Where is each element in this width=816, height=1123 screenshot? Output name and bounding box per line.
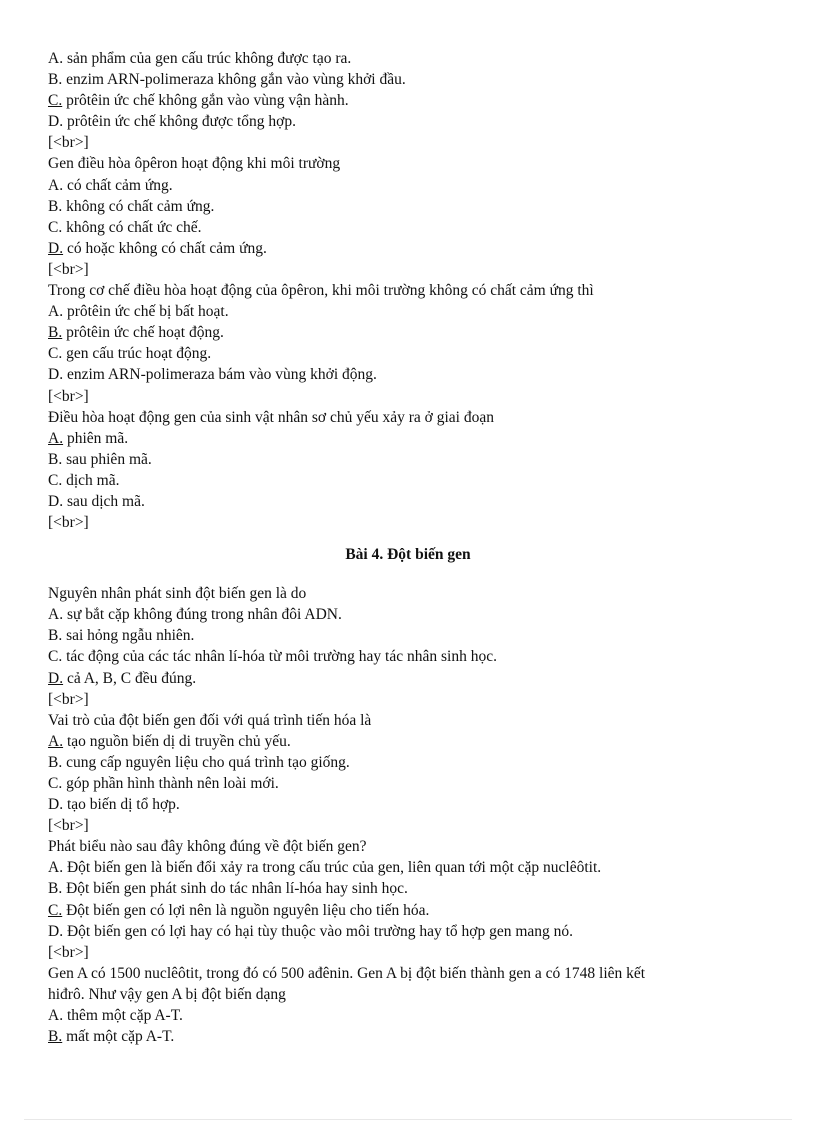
separator: [<br>]	[48, 260, 89, 278]
option-text: cả A, B, C đều đúng.	[63, 669, 197, 687]
option-letter: C.	[48, 218, 63, 236]
separator: [<br>]	[48, 387, 89, 405]
option-letter: C.	[48, 775, 63, 792]
option-d	[48, 111, 768, 132]
option-letter: B.	[48, 450, 63, 468]
question-text: Gen điều hòa ôpêron hoạt động khi môi trường	[48, 155, 341, 173]
separator: [<br>]	[48, 690, 89, 708]
option-letter: B.	[48, 880, 63, 898]
option-text: thêm một cặp A-T.	[63, 1007, 183, 1025]
option-c	[48, 343, 768, 364]
correct-answer-letter: C.	[48, 901, 63, 919]
option-a	[48, 48, 768, 69]
option-text: sau dịch mã.	[63, 492, 145, 510]
option-c	[48, 90, 768, 111]
option-letter: D.	[48, 922, 64, 940]
option-text: Đột biến gen có lợi hay có hại tùy thuộc vào môi trường hay tổ hợp gen mang nó.	[63, 922, 574, 940]
correct-answer-letter: A.	[48, 429, 64, 447]
option-b	[48, 322, 768, 343]
question-text: Nguyên nhân phát sinh đột biến gen là do	[48, 585, 307, 603]
option-text: có hoặc không có chất cảm ứng.	[63, 239, 267, 257]
question-text-line-1: Gen A có 1500 nuclêôtit, trong đó có 500 ađênin. Gen A bị đột biến thành gen a có 1748 liên kết	[48, 964, 646, 982]
option-text: sản phẩm của gen cấu trúc không được tạo ra.	[63, 50, 352, 67]
option-text: góp phần hình thành nên loài mới.	[62, 775, 279, 792]
option-text: cung cấp nguyên liệu cho quá trình tạo giống.	[62, 753, 350, 771]
question-text: Vai trò của đột biến gen đối với quá trình tiến hóa là	[48, 711, 372, 729]
option-c	[48, 217, 768, 238]
separator: [<br>]	[48, 514, 89, 532]
option-b	[48, 625, 768, 646]
option-text: tạo biến dị tổ hợp.	[63, 796, 180, 814]
option-text: không có chất ức chế.	[62, 218, 202, 236]
option-letter: D.	[48, 113, 64, 131]
option-d	[48, 364, 768, 385]
option-text: prôtêin ức chế không gắn vào vùng vận hành.	[62, 92, 349, 110]
question-text: Điều hòa hoạt động gen của sinh vật nhân sơ chủ yếu xảy ra ở giai đoạn	[48, 408, 494, 426]
option-a	[48, 857, 768, 878]
page-bottom-divider	[24, 1119, 792, 1120]
correct-answer-letter: B.	[48, 1028, 63, 1046]
option-a	[48, 731, 768, 752]
option-text: gen cấu trúc hoạt động.	[62, 345, 212, 363]
document-page	[48, 48, 768, 1047]
option-letter: B.	[48, 753, 63, 771]
option-b	[48, 449, 768, 470]
option-text: prôtêin ức chế hoạt động.	[62, 324, 224, 342]
option-a	[48, 301, 768, 322]
option-letter: C.	[48, 471, 63, 489]
correct-answer-letter: A.	[48, 732, 64, 750]
question-text-line-2: hiđrô. Như vậy gen A bị đột biến dạng	[48, 985, 286, 1003]
option-d	[48, 238, 768, 259]
separator: [<br>]	[48, 943, 89, 961]
option-letter: A.	[48, 303, 64, 321]
option-c	[48, 470, 768, 491]
option-c	[48, 646, 768, 667]
option-b	[48, 196, 768, 217]
option-b	[48, 69, 768, 90]
option-text: enzim ARN-polimeraza không gắn vào vùng khởi đầu.	[62, 71, 406, 89]
option-text: có chất cảm ứng.	[63, 176, 173, 194]
option-b	[48, 752, 768, 773]
option-text: tác động của các tác nhân lí-hóa từ môi trường hay tác nhân sinh học.	[62, 648, 497, 666]
option-letter: D.	[48, 366, 64, 384]
option-letter: D.	[48, 492, 64, 510]
option-text: không có chất cảm ứng.	[62, 197, 215, 215]
option-a	[48, 428, 768, 449]
correct-answer-letter: C.	[48, 92, 63, 110]
option-letter: A.	[48, 50, 64, 67]
correct-answer-letter: B.	[48, 324, 63, 342]
option-a	[48, 604, 768, 625]
option-c	[48, 900, 768, 921]
correct-answer-letter: D.	[48, 669, 64, 687]
option-c	[48, 773, 768, 794]
option-text: sự bắt cặp không đúng trong nhân đôi ADN.	[63, 606, 342, 624]
option-text: Đột biến gen có lợi nên là nguồn nguyên liệu cho tiến hóa.	[62, 901, 430, 919]
separator: [<br>]	[48, 134, 89, 152]
option-letter: B.	[48, 197, 63, 215]
option-text: prôtêin ức chế bị bất hoạt.	[63, 303, 229, 321]
option-letter: D.	[48, 796, 64, 814]
section-heading: Bài 4. Đột biến gen	[345, 546, 471, 564]
option-letter: C.	[48, 345, 63, 363]
option-d	[48, 668, 768, 689]
option-letter: A.	[48, 1007, 64, 1025]
option-letter: A.	[48, 606, 64, 624]
option-text: Đột biến gen là biến đổi xảy ra trong cấu trúc của gen, liên quan tới một cặp nuclêôtit.	[63, 859, 602, 877]
option-a	[48, 1005, 768, 1026]
separator: [<br>]	[48, 817, 89, 835]
option-b	[48, 878, 768, 899]
option-text: prôtêin ức chế không được tổng hợp.	[63, 113, 297, 131]
question-text: Trong cơ chế điều hòa hoạt động của ôpêron, khi môi trường không có chất cảm ứng thì	[48, 282, 594, 300]
option-letter: A.	[48, 859, 64, 877]
option-b	[48, 1026, 768, 1047]
option-text: sau phiên mã.	[62, 450, 152, 468]
option-letter: C.	[48, 648, 63, 666]
correct-answer-letter: D.	[48, 239, 64, 257]
option-text: enzim ARN-polimeraza bám vào vùng khởi động.	[63, 366, 377, 384]
option-d	[48, 921, 768, 942]
option-text: mất một cặp A-T.	[62, 1028, 175, 1046]
question-text: Phát biểu nào sau đây không đúng về đột biến gen?	[48, 838, 367, 856]
option-d	[48, 491, 768, 512]
option-text: dịch mã.	[62, 471, 120, 489]
option-letter: B.	[48, 627, 63, 645]
option-text: phiên mã.	[63, 429, 129, 447]
option-text: sai hỏng ngẫu nhiên.	[62, 627, 195, 645]
option-letter: B.	[48, 71, 63, 89]
option-letter: A.	[48, 176, 64, 194]
option-text: Đột biến gen phát sinh do tác nhân lí-hóa hay sinh học.	[62, 880, 408, 898]
option-text: tạo nguồn biến dị di truyền chủ yếu.	[63, 732, 291, 750]
option-a	[48, 175, 768, 196]
option-d	[48, 794, 768, 815]
